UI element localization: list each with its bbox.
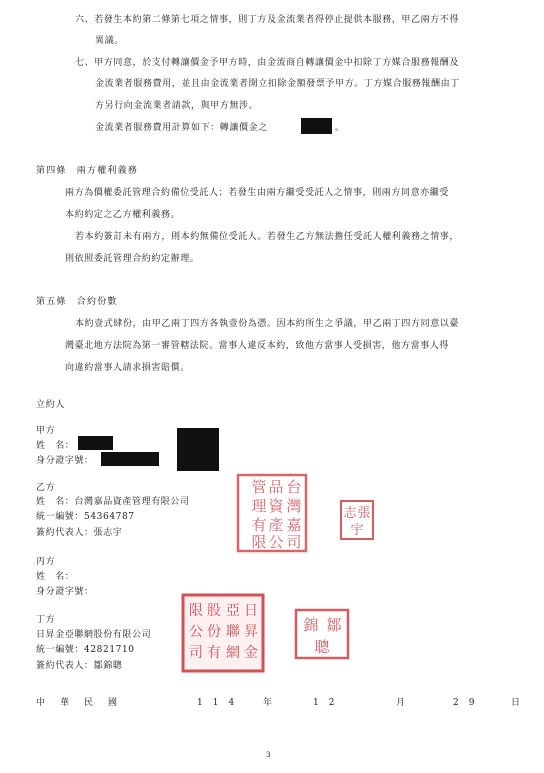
party-b-rep-row [36, 527, 122, 539]
svg-text:公: 公 [268, 533, 284, 551]
svg-text:錦: 錦 [303, 616, 319, 634]
party-d-tax-value: 42821710 [84, 645, 135, 655]
party-d-company-seal [181, 593, 265, 673]
party-a-label: 甲方 [36, 426, 56, 436]
article-4-p1-line2: 本約約定之乙方權利義務。 [65, 210, 181, 220]
party-b-name-label: 姓 名： [36, 497, 75, 507]
party-a-name-label: 姓 名： [36, 441, 75, 451]
party-d-company: 日昇金亞聯網股份有限公司 [36, 630, 152, 640]
article-5-p1-line3: 向違約當事人請求損害賠償。 [65, 363, 190, 373]
date-day-unit: 日 [511, 698, 521, 708]
party-d-rep-row [36, 660, 122, 672]
svg-text:限: 限 [251, 533, 267, 551]
svg-text:限: 限 [189, 603, 203, 619]
article-5-p1-line2: 灣臺北地方法院為第一審管轄法院。當事人違反本約，致他方當事人受損害，他方當事人得 [65, 341, 450, 351]
svg-text:聯: 聯 [226, 624, 240, 640]
redacted-party-a-id [101, 452, 159, 466]
party-b-rep-label: 簽約代表人： [36, 528, 94, 538]
clause-6-line2: 異議。 [95, 36, 124, 46]
redacted-fee-rate [301, 118, 332, 134]
article-4-p2-line2: 則依照委託管理合約約定辦理。 [65, 254, 200, 264]
party-d-label: 丁方 [36, 615, 56, 625]
party-b-rep-seal [339, 499, 375, 541]
svg-text:品: 品 [268, 478, 284, 496]
party-b-label: 乙方 [36, 483, 56, 493]
svg-text:公: 公 [189, 624, 203, 640]
svg-text:份: 份 [207, 624, 221, 640]
redacted-party-a-name [78, 436, 113, 450]
svg-text:有: 有 [251, 516, 267, 534]
party-a-id-label: 身分證字號： [36, 456, 94, 466]
date-year-unit: 年 [263, 698, 273, 708]
svg-text:灣: 灣 [286, 497, 302, 515]
date-month: 12 [313, 698, 345, 708]
svg-text:股: 股 [207, 603, 221, 619]
svg-text:產: 產 [268, 516, 284, 534]
svg-text:嘉: 嘉 [286, 516, 302, 534]
date-month-unit: 月 [396, 698, 406, 708]
svg-text:金: 金 [244, 645, 258, 661]
date-era: 中 華 民 國 [36, 698, 121, 708]
article-4-p1-line1: 兩方為價權委託管理合約備位受託人；若發生由兩方繼受受託人之情事，則兩方同意亦繼受 [65, 188, 450, 198]
clause-6-line1: 六、若發生本約第二條第七項之情事，則丁方及金流業者得停止提供本服務，甲乙兩方不得 [75, 15, 460, 25]
svg-text:有: 有 [207, 645, 221, 661]
party-b-tax-value: 54364787 [84, 512, 135, 522]
party-c-id-label: 身分證字號： [36, 587, 94, 597]
party-c-name-label: 姓 名： [36, 572, 75, 582]
date-year: 114 [197, 698, 245, 708]
svg-text:宇: 宇 [350, 523, 364, 538]
clause-7-line1: 七、甲方同意，於支付轉讓價金予甲方時，由金流商自轉讓價金中扣除丁方媒合服務報酬及 [75, 58, 460, 68]
svg-text:資: 資 [268, 497, 284, 515]
party-b-company-seal [236, 473, 308, 553]
svg-text:網: 網 [226, 645, 240, 661]
svg-text:亞: 亞 [226, 603, 240, 619]
party-b-tax-row [36, 511, 135, 523]
party-b-rep-value: 張志宇 [93, 528, 123, 538]
date-day: 29 [453, 698, 485, 708]
party-b-tax-label: 統一編號： [36, 512, 85, 522]
article-5-heading: 第五條 合約份數 [36, 297, 118, 307]
party-d-tax-row [36, 644, 135, 656]
article-5-p1-line1: 本約壹式肆份，由甲乙兩丁四方各執壹份為憑。因本約所生之爭議，甲乙兩丁四方同意以臺 [75, 319, 460, 329]
article-4-heading: 第四條 兩方權利義務 [36, 166, 139, 176]
clause-7-end: 。 [335, 123, 345, 133]
svg-text:司: 司 [189, 645, 203, 661]
party-d-tax-label: 統一編號： [36, 645, 85, 655]
party-d-rep-seal [294, 608, 350, 660]
svg-text:張: 張 [357, 506, 371, 521]
svg-text:管: 管 [251, 478, 267, 496]
svg-text:昇: 昇 [244, 624, 258, 640]
party-b-name-value: 台灣嘉品資產管理有限公司 [74, 497, 190, 507]
redacted-party-a-seal [177, 428, 219, 471]
svg-text:台: 台 [286, 478, 302, 496]
clause-7-line2: 金流業者服務費用，並且由金流業者開立扣除金額發票予甲方。丁方媒合服務報酬由丁 [95, 79, 460, 89]
svg-text:日: 日 [244, 603, 258, 619]
party-c-label: 丙方 [36, 557, 56, 567]
page-number: 3 [266, 751, 271, 759]
party-b-name-row [36, 496, 190, 508]
svg-text:聰: 聰 [314, 638, 330, 656]
signatories-title: 立約人 [36, 400, 65, 410]
party-d-rep-label: 簽約代表人： [36, 661, 94, 671]
svg-text:志: 志 [343, 506, 357, 521]
svg-text:鄒: 鄒 [326, 616, 342, 634]
svg-text:司: 司 [286, 533, 302, 551]
party-d-rep-value: 鄒錦聰 [93, 661, 123, 671]
article-4-p2-line1: 若本約簽訂未有兩方，則本約無備位受託人。若發生乙方無法擔任受託人權利義務之情事， [75, 232, 460, 242]
svg-text:理: 理 [251, 497, 267, 515]
clause-7-line4: 金流業者服務費用計算如下：轉讓價金之 [95, 123, 268, 133]
clause-7-line3: 方另行向金流業者請款，與甲方無涉。 [95, 101, 259, 111]
